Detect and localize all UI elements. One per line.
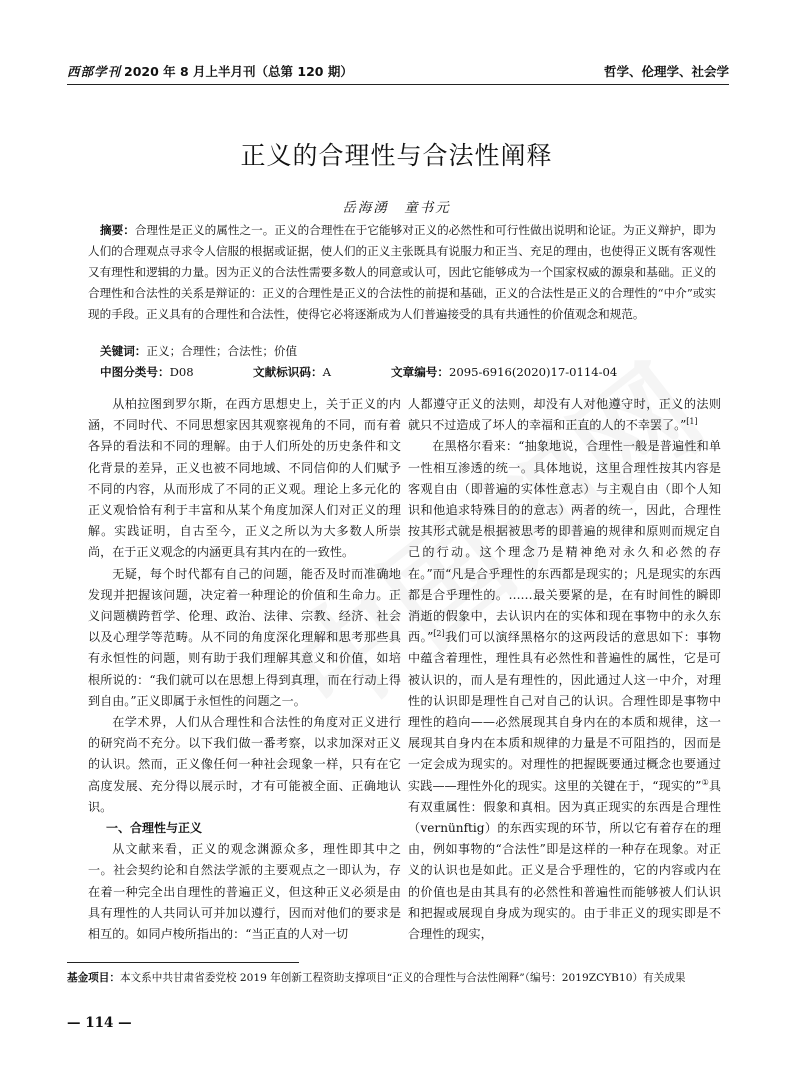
- section-name: 哲学、伦理学、社会学: [603, 64, 729, 79]
- footnote-divider: [67, 962, 299, 963]
- doc-value: A: [322, 365, 331, 379]
- abstract-text: 合理性是正义的属性之一。正义的合理性在于它能够对正义的必然性和可行性做出说明和论证。为正义辩护，即为人们的合理观点寻求令人信服的根据或证据，使人们的正义主张既具有说服力和正当、充足的理由，也使得正义既有客观性又有理性和逻辑的力量。因为正义的合法性需要多数人的同意或认可，因此它能够成为一个国家权威的源泉和基础。正义的合理性和合法性的关系是辩证的：正义的合理性是正义的合法性的前提和基础，正义的合法性是正义的合理性的“中介”或实现的手段。正义具有的合理性和合法性，使得它必将逐渐成为人们普遍接受的具有共通性的价值观念和规范。: [88, 223, 716, 321]
- funding-text: 本文系中共甘肃省委党校 2019 年创新工程资助支撑项目“正义的合理性与合法性阐释”（编号：2019ZCYB10）有关成果: [119, 972, 686, 984]
- authors: 岳海湧 童书元: [342, 200, 451, 216]
- funding-footnote: [67, 970, 727, 986]
- journal-logo: 西部学刊: [67, 64, 122, 79]
- doc-label: 文献标识码：: [253, 365, 323, 379]
- clc-label: 中图分类号：: [100, 365, 170, 379]
- paragraph-text: 在黑格尔看来：“抽象地说，合理性一般是普遍性和单一性相互渗透的统一。具体地说，这里合理性按其内容是客观自由（即普遍的实体性意志）与主观自由（即个人知识和他追求特殊目的的意志）两者的统一，因此，合理性按其形式就是根据被思考的即普遍的规律和原则而规定自己的行动。这个理念乃是精神绝对永久和必然的存在。”而“凡是合乎理性的东西都是现实的；凡是现实的东西都是合乎理性的。……最关要紧的是，在有时间性的瞬即消逝的假象中，去认识内在的实体和现在事物中的永久东西。”: [408, 439, 721, 645]
- article-number: [391, 364, 617, 380]
- paragraph: [408, 394, 721, 436]
- body-column-right: [408, 394, 721, 945]
- keywords-text: 正义；合理性；合法性；价值: [146, 344, 298, 358]
- abstract-label: 摘要：: [100, 223, 135, 237]
- citation-ref: [1]: [686, 417, 698, 427]
- citation-ref: [2]: [433, 629, 445, 639]
- section-heading: 一、合理性与正义: [106, 821, 203, 836]
- keywords-label: 关键词：: [100, 344, 147, 358]
- paragraph: 从柏拉图到罗尔斯，在西方思想史上，关于正义的内涵，不同时代、不同思想家因其观察视角的不同，而有着各异的看法和不同的理解。由于人们所处的历史条件和文化背景的差异，正义也被不同地域、不同信仰的人们赋予不同的内容，从而形成了不同的正义观。理论上多元化的正义观恰恰有利于丰富和从某个角度加深人们对正义的理解。实践证明，自古至今，正义之所以为大多数人所崇尚，在于正义观念的内涵更具有其内在的一致性。: [88, 397, 401, 560]
- paragraph-text: 我们可以演绎黑格尔的这两段话的意思如下：事物中蕴含着理性，理性具有必然性和普遍性的属性，它是可被认识的，而人是有理性的，因此通过人这一中介，对理性的认识即是理性自己对自己的认识。合理性即是事物中理性的趋向——必然展现其自身内在的本质和规律，这一展现其自身内在本质和规律的力量是不可阻挡的，因而是一定会成为现实的。对理性的把握既要通过概念也要通过实践——理性外化的现实。这里的关键在于，“现实的”: [408, 630, 721, 793]
- body-column-left: [88, 394, 401, 945]
- clc-number: [100, 364, 194, 380]
- page-number: — 114 —: [67, 1015, 132, 1031]
- keywords: [100, 343, 297, 359]
- paragraph-text: 人都遵守正义的法则，却没有人对他遵守时，正义的法则就只不过造成了坏人的幸福和正直的人的不幸罢了。”: [408, 397, 721, 433]
- doc-code: [253, 364, 331, 380]
- running-header: [67, 58, 729, 85]
- paragraph: 在学术界，人们从合理性和合法性的角度对正义进行的研究尚不充分。以下我们做一番考察，以求加深对正义的认识。然而，正义像任何一种社会现象一样，只有在它高度发展、充分得以展示时，才有可能被全面、正确地认识。: [88, 715, 401, 814]
- journal-info: [67, 62, 353, 80]
- footnote-ref: ①: [701, 777, 709, 787]
- article-number-label: 文章编号：: [391, 365, 449, 379]
- clc-value: D08: [169, 365, 194, 379]
- article-title: 正义的合理性与合法性阐释: [240, 141, 553, 170]
- abstract: [88, 220, 716, 325]
- article-number-value: 2095-6916(2020)17-0114-04: [448, 365, 618, 379]
- paragraph: [408, 436, 721, 945]
- paragraph: 无疑，每个时代都有自己的问题，能否及时而准确地发现并把握该问题，决定着一种理论的价值和生命力。正义问题横跨哲学、伦理、政治、法律、宗教、经济、社会以及心理学等范畴。从不同的角度深化理解和思考那些具有永恒性的问题，则有助于我们理解其意义和价值，如培根所说的：“我们就可以在思想上得到真理，而在行动上得到自由。”正义即属于永恒性的问题之一。: [88, 566, 401, 708]
- journal-issue: 2020 年 8 月上半月刊（总第 120 期）: [124, 64, 353, 79]
- funding-label: 基金项目：: [67, 972, 120, 984]
- paragraph: 从文献来看，正义的观念渊源众多，理性即其中之一。社会契约论和自然法学派的主要观点之一即认为，存在着一种完全出自理性的普遍正义，但这种正义必须是由具有理性的人共同认可并加以遵行，因而对他们的要求是相互的。如同卢梭所指出的：“当正直的人对一切: [88, 842, 401, 942]
- paragraph-text: 具有双重属性：假象和真相。因为真正现实的东西是合理性（vernünftig）的东西实现的环节，所以它有着存在的理由，例如事物的“合法性”即是这样的一种存在现象。对正义的认识也是如此。正义是合乎理性的，它的内容或内在的价值也是由其具有的必然性和普遍性而能够被人们认识和把握或展现自身成为现实的。由于非正义的现实即是不合理性的现实，: [408, 778, 722, 942]
